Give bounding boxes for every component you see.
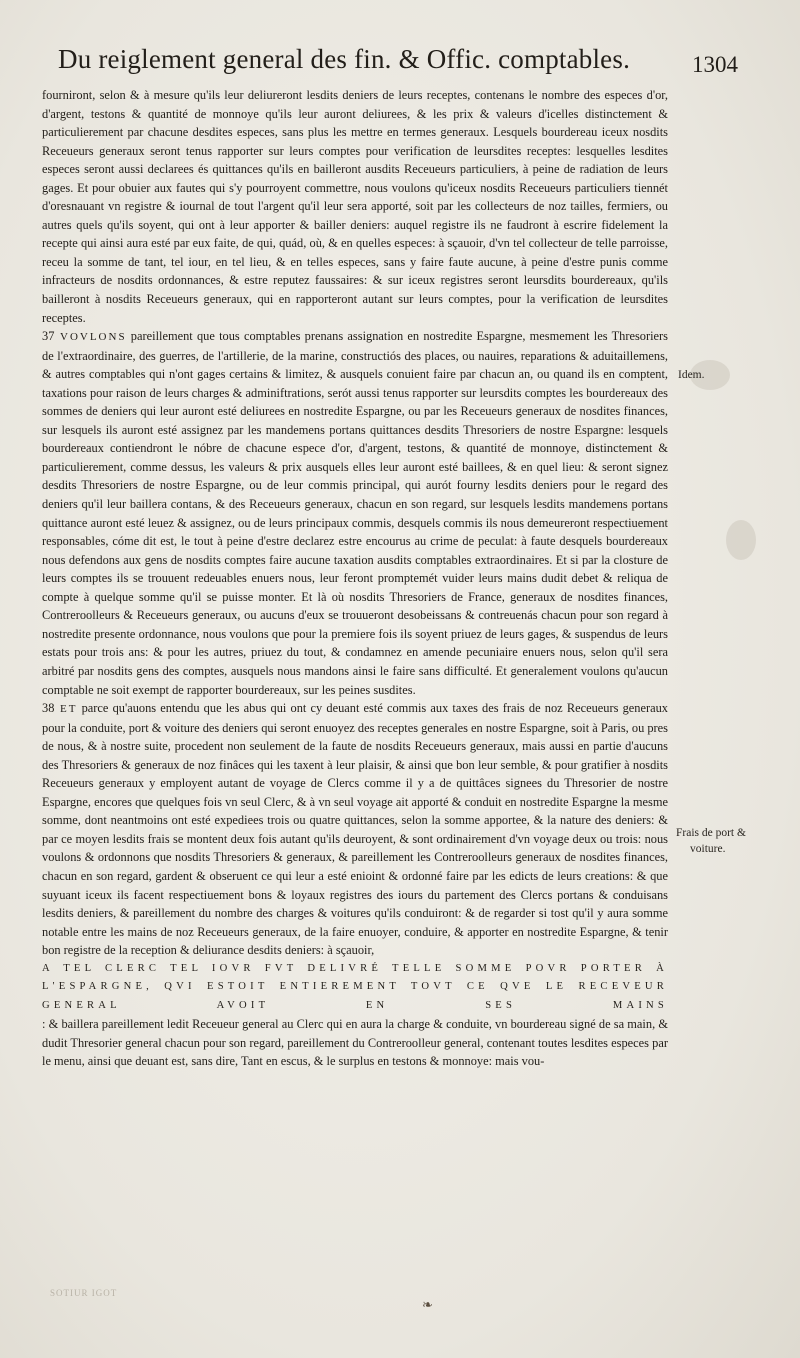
running-head xyxy=(58,44,738,84)
show-through-text: SOTIUR IGOT xyxy=(50,1288,118,1298)
article-opening-caps: ET xyxy=(60,703,78,716)
paper-stain xyxy=(726,520,756,560)
article-37 xyxy=(42,327,668,699)
article-text: parce qu'auons entendu que les abus qui ont cy deuant esté commis aux taxes des frais de noz Receueurs generaux pour la conduite, port & voiture des deniers qui seront enuoyez des receptes generales en nostre Espargne, soit à Paris, ou pres de nous, & à nostre suite, procedent non seulement de la faute de nosdits Receueurs generaux, mais aussi en partie d'aucuns des Thresoriers & generaux de noz finâces qui les taxent à leur plaisir, & ainsi que bon leur semble, & pour gratifier à nosdits Receueurs generaux y employent autant de voyage de Clercs comme il y a de quittâces signees du Thresorier de nostre Espargne, encores que quelques fois vn seul Clerc, & à vn seul voyage ait apporté & conduit en nostredite Espargne la mesme somme, dont neantmoins ont esté expediees trois ou quatre quittances, selon la somme apportee, & la nature des deniers: & par ce moyen lesdits frais se montent deux fois autant qu'ils deuroyent, & sont ordinairement d'vn voyage deux ou trois: nous voulons & ordonnons que nosdits Thresoriers & generaux, & pareillement les Contreroolleurs generaux de nosdites finances, chacun en son regard, gardent & obseruent ce qui leur a esté enioint & ordonné faire par les edicts de leurs creations: & que suyuant iceux ils facent respectiuement bons & loyaux registres des iours du partement des Clercs portans & conduisans lesdits deniers, & pareillement du nombre des charges & voitures qu'ils conduiront: & de regarder si tost qu'il y aura somme notable entre les mains de noz Receueurs generaux, de la faire enuoyer, conduire, & apporter en nostredite Espargne, & tenir bon registre de la reception & deliurance desdits deniers: à sçauoir, xyxy=(42,701,668,958)
ornament-icon: ❧ xyxy=(422,1298,433,1313)
margin-note-frais-line1: Frais de port & xyxy=(676,827,746,839)
article-text-tail: : & baillera pareillement ledit Receueur general au Clerc qui en aura la charge & conduite, vn bourdereau signé de sa main, & dudit Thresorier general chacun pour son regard, pareillement du Contreroolleur general, contenant toutes lesdites especes par le menu, ainsi que deuant est, sans dire, Tant en escus, & le surplus en testons & monnoye: mais vou- xyxy=(42,1017,668,1069)
article-38 xyxy=(42,699,668,1071)
folio-number: 1304 xyxy=(692,52,738,77)
article-opening-caps: VOVLONS xyxy=(60,331,127,344)
spaced-capitals-passage: A TEL CLERC TEL IOVR FVT DELIVRÉ TELLE SOMME POVR PORTER À L'ESPARGNE, QVI ESTOIT ENTIEREMENT TOVT CE QVE LE RECEVEUR GENERAL AVOIT EN SES MAINS xyxy=(42,962,668,1011)
article-text: pareillement que tous comptables prenans assignation en nostredite Espargne, mesmement les Thresoriers de l'extraordinaire, des guerres, de l'artillerie, de la marine, constructiós des places, ou nauires, reparations & aduitaillemens, & autres comptables qui n'ont gages certains & limitez, & ausquels conuient faire par chacun an, ou quand ils en comptent, taxations pour raison de leurs charges & adminiftrations, serót aussi tenus rapporter sur leursdits comptes les bourdereaux des sommes de deniers qui leur auront esté deliurees en nostredite Espargne, ou par les Receueurs generaux de nosdites finances, sur lesquels ils auront esté assignez par les mandemens portans quittances desdits Thresoriers de nostre Espargne: lesquels bourdereaux contiendront le nóbre de chacune espece d'or, d'argent, testons, & quantité de monnoye, distinctement & particulierement, comme dessus, les valeurs & prix ausquels elles leur auront esté baillees, & en quel lieu: & seront signez desdits Thresoriers de nostre Espargne, ou de leur commis principal, qui aurót fourny lesdits deniers pour le regard des deniers qu'il leur baillera contans, & des Receueurs generaux, chacun en son regard, sur lesquels lesdits mandemens portans quittance auront esté leuez & assignez, ou de leurs principaux commis, desquels commis ils nous demeureront respectiuement responsables, cóme dit est, le tout à peine d'estre declarez estre encourus au crime de peculat: à faute desquels bourdereaux nous defendons aux gens de nosdits comptes faire aucune taxation ausdits comptables extraordinaires. Et si par la closture de leurs comptes ils se trouuent redeuables enuers nous, leur feront promptemét vuider leurs mains dudit debet & reliqua de compte à quelque somme qu'il se puisse monter. Et là où nosdits Thresoriers de France, generaux de nosdites finances, Contreroolleurs & Receueurs generaux, ou aucuns d'eux se trouueront desobeissans & contreuenás chacun pour son regard à nostredite presente ordonnance, nous voulons que pour la premiere fois ils soyent priuez de leurs gages, & suspendus de leurs estats pour trois ans: & pour les autres, priuez du tout, & condamnez en amende pecuniaire enuers nous, selon qu'il sera arbitré par nosdits gens des comptes, ausquels nous mandons ainsi le faire sans difficulté. Et generalement voulons qu'aucun comptable ne soit exempt de rapporter bourdereaux, sur les peines susdites. xyxy=(42,329,668,697)
paragraph-continuation: fourniront, selon & à mesure qu'ils leur deliureront lesdits deniers de leurs receptes, contenans le nombre des especes d'or, d'argent, testons & quantité de monnoye qu'ils leur auront deliurees, & les prix & valeurs d'icelles distinctement & particulierement par chacune desdites especes, sans plus les mettre en termes generaux. Lesquels bourdereau iceux nosdits Receueurs generaux seront tenus rapporter sur leurs comptes pour verification de leursdites receptes: lesquelles lesdites especes seront aussi declarees és quittances qu'ils en bailleront ausdits Receueurs particuliers, à peine de radiation de leurs gages. Et pour obuier aux fautes qui s'y pourroyent commettre, nous voulons qu'iceux nosdits Receueurs particuliers tiennét d'oresnauant vn registre & iournal de tout l'argent qu'il leur sera apporté, soit par les collecteurs de noz tailles, fermiers, ou autres quels qu'ils soyent, qui ont à leur apporter & bailler deniers: auquel registre ils ne faudront à escrire fidelement la recepte qui ainsi aura esté par eux faite, de qui, quád, où, & en quelles especes: à sçauoir, d'vn tel collecteur de telle parroisse, receu la somme de tant, tel iour, en tel lieu, & en telles especes, sans y faire faute aucune, à peine d'estre punis comme infracteurs de nosdits ordonnances, & estre reputez faussaires: & sur iceux registres seront leursdits bourdereaux, qu'ils bailleront à nosdits Receueurs generaux, qui en rapporteront autant sur leurs comptes, pour la verification de leursdites receptes. xyxy=(42,88,668,325)
article-number: 38 xyxy=(42,701,55,716)
running-title: Du reiglement general des fin. & Offic. comptables. xyxy=(58,44,631,74)
margin-note-frais-line2: voiture. xyxy=(690,843,726,855)
body-text xyxy=(42,86,668,1326)
margin-note-idem: Idem. xyxy=(678,369,705,381)
article-number: 37 xyxy=(42,329,55,344)
